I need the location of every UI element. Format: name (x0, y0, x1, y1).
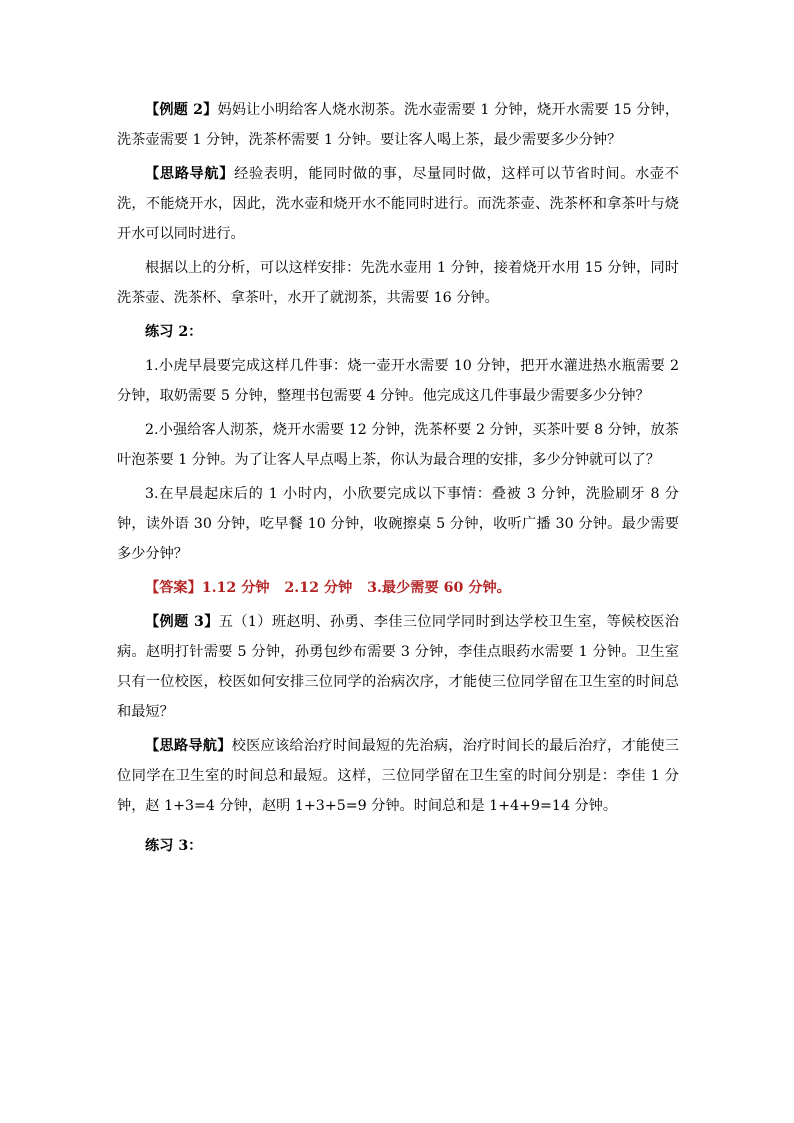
example-2 (117, 95, 679, 155)
practice-3-heading: 练习 3： (145, 838, 203, 854)
practice-2-item-3: 3.在早晨起床后的 1 小时内，小欣要完成以下事情：叠被 3 分钟，洗脸刷牙 8 分钟，读外语 30 分钟，吃早餐 10 分钟，收碗擦桌 5 分钟，收听广播 30 分钟。最少需要多少分钟？ (117, 486, 679, 562)
example-3 (117, 607, 679, 727)
guide-3-text: 校医应该给治疗时间最短的先治病，治疗时间长的最后治疗，才能使三位同学在卫生室的时间总和最短。这样，三位同学留在卫生室的时间分别是：李佳 1 分钟，赵 1+3=4 分钟，赵明 1+3+5=9 分钟。时间总和是 1+4+9=14 分钟。 (117, 738, 679, 814)
example-2-label: 【例题 2】 (145, 102, 218, 118)
guide-2-text: 经验表明，能同时做的事，尽量同时做，这样可以节省时间。水壶不洗，不能烧开水，因此，洗水壶和烧开水不能同时进行。而洗茶壶、洗茶杯和拿茶叶与烧开水可以同时进行。 (117, 166, 679, 242)
guide-2 (117, 159, 679, 249)
guide-2-label: 【思路导航】 (145, 166, 235, 182)
guide-3 (117, 731, 679, 821)
analysis-2: 根据以上的分析，可以这样安排：先洗水壶用 1 分钟，接着烧开水用 15 分钟，同时洗茶壶、洗茶杯、拿茶叶，水开了就沏茶，共需要 16 分钟。 (117, 260, 679, 306)
guide-3-label: 【思路导航】 (145, 738, 232, 754)
example-3-label: 【例题 3】 (145, 614, 219, 630)
answer-2: 【答案】1.12 分钟 2.12 分钟 3.最少需要 60 分钟。 (145, 580, 511, 596)
example-3-text: 五（1）班赵明、孙勇、李佳三位同学同时到达学校卫生室，等候校医治病。赵明打针需要 5 分钟，孙勇包纱布需要 3 分钟，李佳点眼药水需要 1 分钟。卫生室只有一位校医，校医如何安排三位同学的治病次序，才能使三位同学留在卫生室的时间总和最短？ (117, 614, 679, 720)
example-2-text: 妈妈让小明给客人烧水沏茶。洗水壶需要 1 分钟，烧开水需要 15 分钟，洗茶壶需要 1 分钟，洗茶杯需要 1 分钟。要让客人喝上茶，最少需要多少分钟？ (117, 102, 680, 148)
practice-2-heading: 练习 2： (145, 324, 203, 340)
practice-2-item-2: 2.小强给客人沏茶，烧开水需要 12 分钟，洗茶杯要 2 分钟，买茶叶要 8 分钟，放茶叶泡茶要 1 分钟。为了让客人早点喝上茶，你认为最合理的安排，多少分钟就可以了？ (117, 422, 679, 468)
practice-2-item-1: 1.小虎早晨要完成这样几件事：烧一壶开水需要 10 分钟，把开水灌进热水瓶需要 2 分钟，取奶需要 5 分钟，整理书包需要 4 分钟。他完成这几件事最少需要多少分钟？ (117, 358, 679, 404)
document-page (117, 95, 679, 865)
